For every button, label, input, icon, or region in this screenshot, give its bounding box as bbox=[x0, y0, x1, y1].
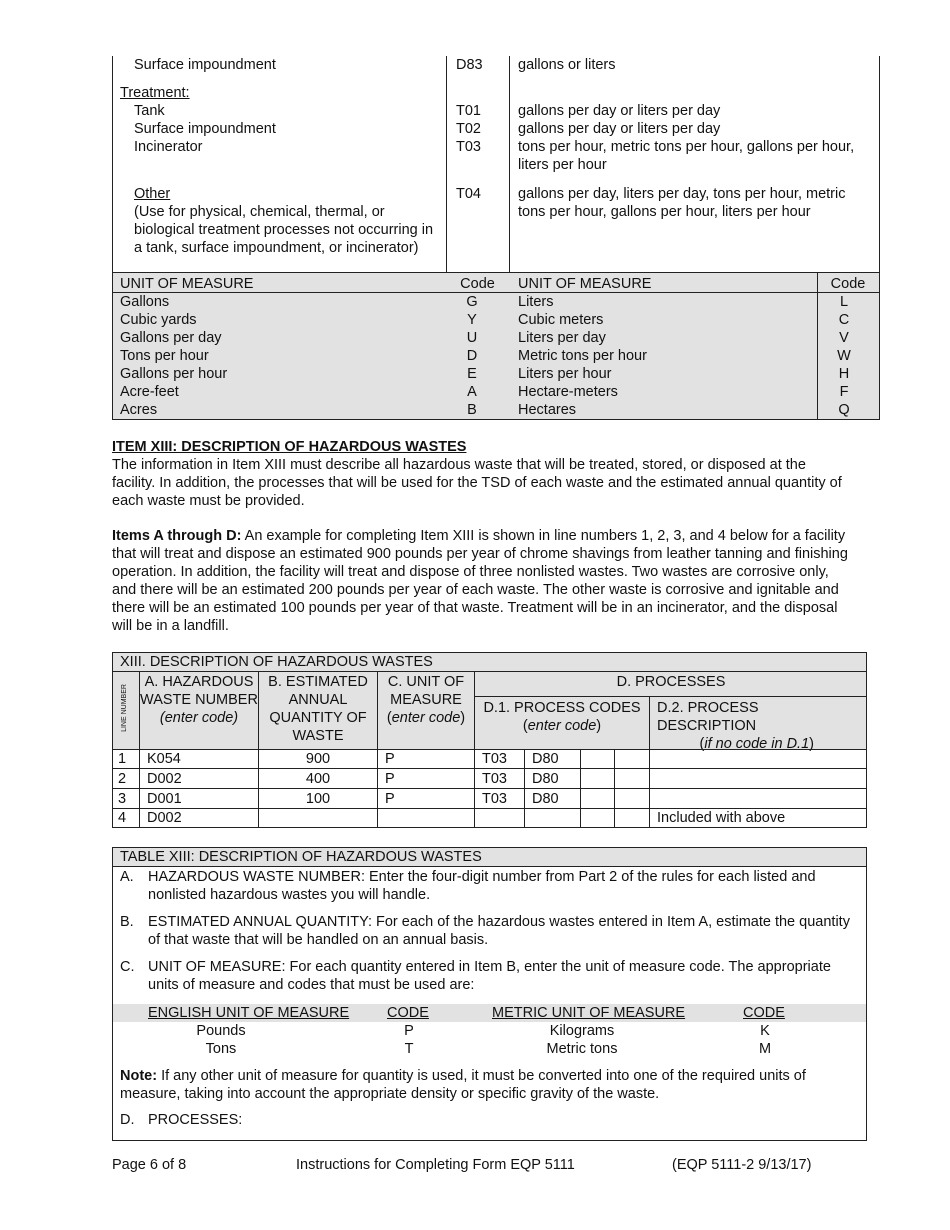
item-b-text: ESTIMATED ANNUAL QUANTITY: For each of the hazardous wastes entered in Item A, estimate the quantity of that waste that will be handled on an annual basis. bbox=[148, 914, 850, 948]
metric-code: M bbox=[758, 1041, 772, 1057]
row-waste-number: K054 bbox=[147, 751, 181, 767]
treatment-tank-label: Tank bbox=[134, 103, 165, 119]
unit-name: Acre-feet bbox=[120, 384, 179, 400]
example-form-title: XIII. DESCRIPTION OF HAZARDOUS WASTES bbox=[120, 654, 433, 670]
unit-name: Cubic meters bbox=[518, 312, 604, 328]
row-line-number: 3 bbox=[118, 790, 127, 807]
item13-paragraph: The information in Item XIII must describe all hazardous waste that will be treated, stored, or disposed at the facility. In addition, the processes that will be used for the TSD of each waste and the estimated annual quantity of each waste must be provided. bbox=[112, 457, 842, 509]
unit-name: Tons per hour bbox=[120, 348, 209, 364]
unit-name: Hectare-meters bbox=[518, 384, 618, 400]
surface-impoundment-unit: gallons or liters bbox=[518, 57, 616, 73]
row-process-code-1: T03 bbox=[482, 790, 507, 807]
other-code: T04 bbox=[456, 186, 481, 202]
table13-title: TABLE XIII: DESCRIPTION OF HAZARDOUS WASTES bbox=[120, 849, 482, 865]
item13-heading: ITEM XIII: DESCRIPTION OF HAZARDOUS WASTES bbox=[112, 439, 467, 455]
treatment-incinerator-unit: tons per hour, metric tons per hour, gallons per hour, liters per hour bbox=[518, 139, 855, 173]
english-code: T bbox=[404, 1041, 414, 1057]
unit-name: Hectares bbox=[518, 402, 577, 418]
unit-name: Gallons bbox=[120, 294, 170, 310]
footer-form-number: (EQP 5111-2 9/13/17) bbox=[672, 1157, 812, 1173]
surface-impoundment-label: Surface impoundment bbox=[134, 57, 276, 73]
unit-code: B bbox=[467, 402, 477, 418]
footer-title: Instructions for Completing Form EQP 5111 bbox=[296, 1157, 575, 1173]
unit-name: Acres bbox=[120, 402, 158, 418]
metric-code: K bbox=[760, 1023, 770, 1039]
english-unit: Tons bbox=[205, 1041, 237, 1057]
metric-unit: Kilograms bbox=[549, 1023, 615, 1039]
col-c-header: C. UNIT OF MEASURE (enter code) bbox=[386, 674, 466, 726]
items-a-d-paragraph: Items A through D: An example for completing Item XIII is shown in line numbers 1, 2, 3, and 4 below for a facility that will treat and dispose an estimated 900 pounds per year of chrome shavings from leather tanning and finishing operation. In addition, the facility will treat and dispose of three nonlisted wastes. Two wastes are corrosive only, and there will be an estimated 200 pounds per year of each waste. The other waste is corrosive and ignitable and there will be an estimated 100 pounds per year of that waste. Treatment will be in an incinerator, and the disposal will be in a landfill. bbox=[112, 528, 848, 634]
english-unit: Pounds bbox=[196, 1023, 246, 1039]
unit-code: U bbox=[466, 330, 478, 346]
row-process-code-2: D80 bbox=[532, 751, 559, 767]
item-c-text: UNIT OF MEASURE: For each quantity entered in Item B, enter the unit of measure code. The appropriate units of measure and codes that must be used are: bbox=[148, 959, 831, 993]
unit-code: A bbox=[467, 384, 477, 400]
item-a-letter: A. bbox=[120, 869, 134, 885]
item-d-letter: D. bbox=[120, 1112, 135, 1128]
footer-page: Page 6 of 8 bbox=[112, 1157, 187, 1173]
unit-name: Gallons per day bbox=[120, 330, 222, 346]
treatment-incinerator-label: Incinerator bbox=[134, 139, 203, 155]
uom-header-left: UNIT OF MEASURE bbox=[120, 276, 254, 292]
unit-name: Liters per hour bbox=[518, 366, 612, 382]
unit-name: Cubic yards bbox=[120, 312, 197, 328]
row-process-code-1: T03 bbox=[482, 751, 507, 767]
unit-code: Q bbox=[838, 402, 850, 418]
code-header-left: Code bbox=[460, 276, 495, 292]
unit-code: Y bbox=[467, 312, 477, 328]
row-waste-number: D001 bbox=[147, 790, 182, 807]
code-header-right: Code bbox=[830, 276, 866, 292]
row-quantity: 100 bbox=[305, 790, 331, 807]
unit-code: C bbox=[838, 312, 850, 328]
row-process-code-1: T03 bbox=[482, 770, 507, 787]
col-a-header: A. HAZARDOUS WASTE NUMBER (enter code) bbox=[140, 674, 258, 726]
unit-name: Gallons per hour bbox=[120, 366, 228, 382]
other-label: Other bbox=[134, 186, 171, 202]
item-a-text: HAZARDOUS WASTE NUMBER: Enter the four-digit number from Part 2 of the rules for each listed and nonlisted hazardous wastes you will handle. bbox=[148, 869, 816, 903]
row-unit: P bbox=[385, 770, 395, 787]
row-unit: P bbox=[385, 751, 395, 767]
other-unit: gallons per day, liters per day, tons per hour, metric tons per hour, gallons per hour, liters per hour bbox=[518, 186, 846, 220]
row-line-number: 2 bbox=[118, 770, 127, 787]
treatment-impoundment-label: Surface impoundment bbox=[134, 121, 276, 137]
note-text: Note: If any other unit of measure for quantity is used, it must be converted into one of the required units of measure, taking into account the appropriate density or specific gravity of the waste. bbox=[120, 1068, 806, 1102]
unit-code: H bbox=[838, 366, 850, 382]
treatment-incinerator-code: T03 bbox=[456, 139, 481, 155]
item-d-text: PROCESSES: bbox=[148, 1112, 243, 1128]
english-code: P bbox=[404, 1023, 414, 1039]
row-waste-number: D002 bbox=[147, 770, 182, 787]
row-line-number: 1 bbox=[118, 751, 127, 767]
row-quantity: 900 bbox=[305, 751, 331, 767]
unit-code: L bbox=[839, 294, 849, 310]
surface-impoundment-code: D83 bbox=[456, 57, 483, 73]
unit-code: V bbox=[839, 330, 849, 346]
unit-name: Liters bbox=[518, 294, 554, 310]
unit-name: Metric tons per hour bbox=[518, 348, 647, 364]
code-header-metric: CODE bbox=[743, 1005, 785, 1021]
row-unit: P bbox=[385, 790, 395, 807]
col-d-header: D. PROCESSES bbox=[616, 674, 726, 690]
uom-header-right: UNIT OF MEASURE bbox=[518, 276, 652, 292]
treatment-tank-unit: gallons per day or liters per day bbox=[518, 103, 721, 119]
col-b-header: B. ESTIMATED ANNUAL QUANTITY OF WASTE bbox=[268, 674, 368, 744]
col-d2-header: D.2. PROCESS DESCRIPTION (if no code in D.1) bbox=[657, 700, 814, 752]
other-description: (Use for physical, chemical, thermal, or biological treatment processes not occurring in a tank, surface impoundment, or incinerator) bbox=[134, 204, 434, 256]
row-quantity: 400 bbox=[305, 770, 331, 787]
unit-code: G bbox=[466, 294, 478, 310]
unit-name: Liters per day bbox=[518, 330, 606, 346]
row-process-description: Included with above bbox=[657, 810, 786, 826]
metric-unit-header: METRIC UNIT OF MEASURE bbox=[492, 1005, 686, 1021]
treatment-impoundment-code: T02 bbox=[456, 121, 481, 137]
treatment-impoundment-unit: gallons per day or liters per day bbox=[518, 121, 721, 137]
col-d1-header: D.1. PROCESS CODES (enter code) bbox=[483, 700, 641, 734]
unit-code: F bbox=[839, 384, 849, 400]
metric-unit: Metric tons bbox=[546, 1041, 618, 1057]
code-header-english: CODE bbox=[387, 1005, 429, 1021]
item-c-letter: C. bbox=[120, 959, 135, 975]
unit-code: E bbox=[467, 366, 477, 382]
row-line-number: 4 bbox=[118, 810, 127, 827]
row-waste-number: D002 bbox=[147, 810, 182, 827]
treatment-tank-code: T01 bbox=[456, 103, 481, 119]
english-unit-header: ENGLISH UNIT OF MEASURE bbox=[148, 1005, 350, 1021]
line-number-header: LINE NUMBER bbox=[121, 684, 128, 732]
treatment-heading: Treatment: bbox=[120, 85, 190, 101]
row-process-code-2: D80 bbox=[532, 770, 559, 787]
row-process-code-2: D80 bbox=[532, 790, 559, 807]
unit-code: W bbox=[837, 348, 851, 364]
unit-code: D bbox=[466, 348, 478, 364]
item-b-letter: B. bbox=[120, 914, 134, 930]
